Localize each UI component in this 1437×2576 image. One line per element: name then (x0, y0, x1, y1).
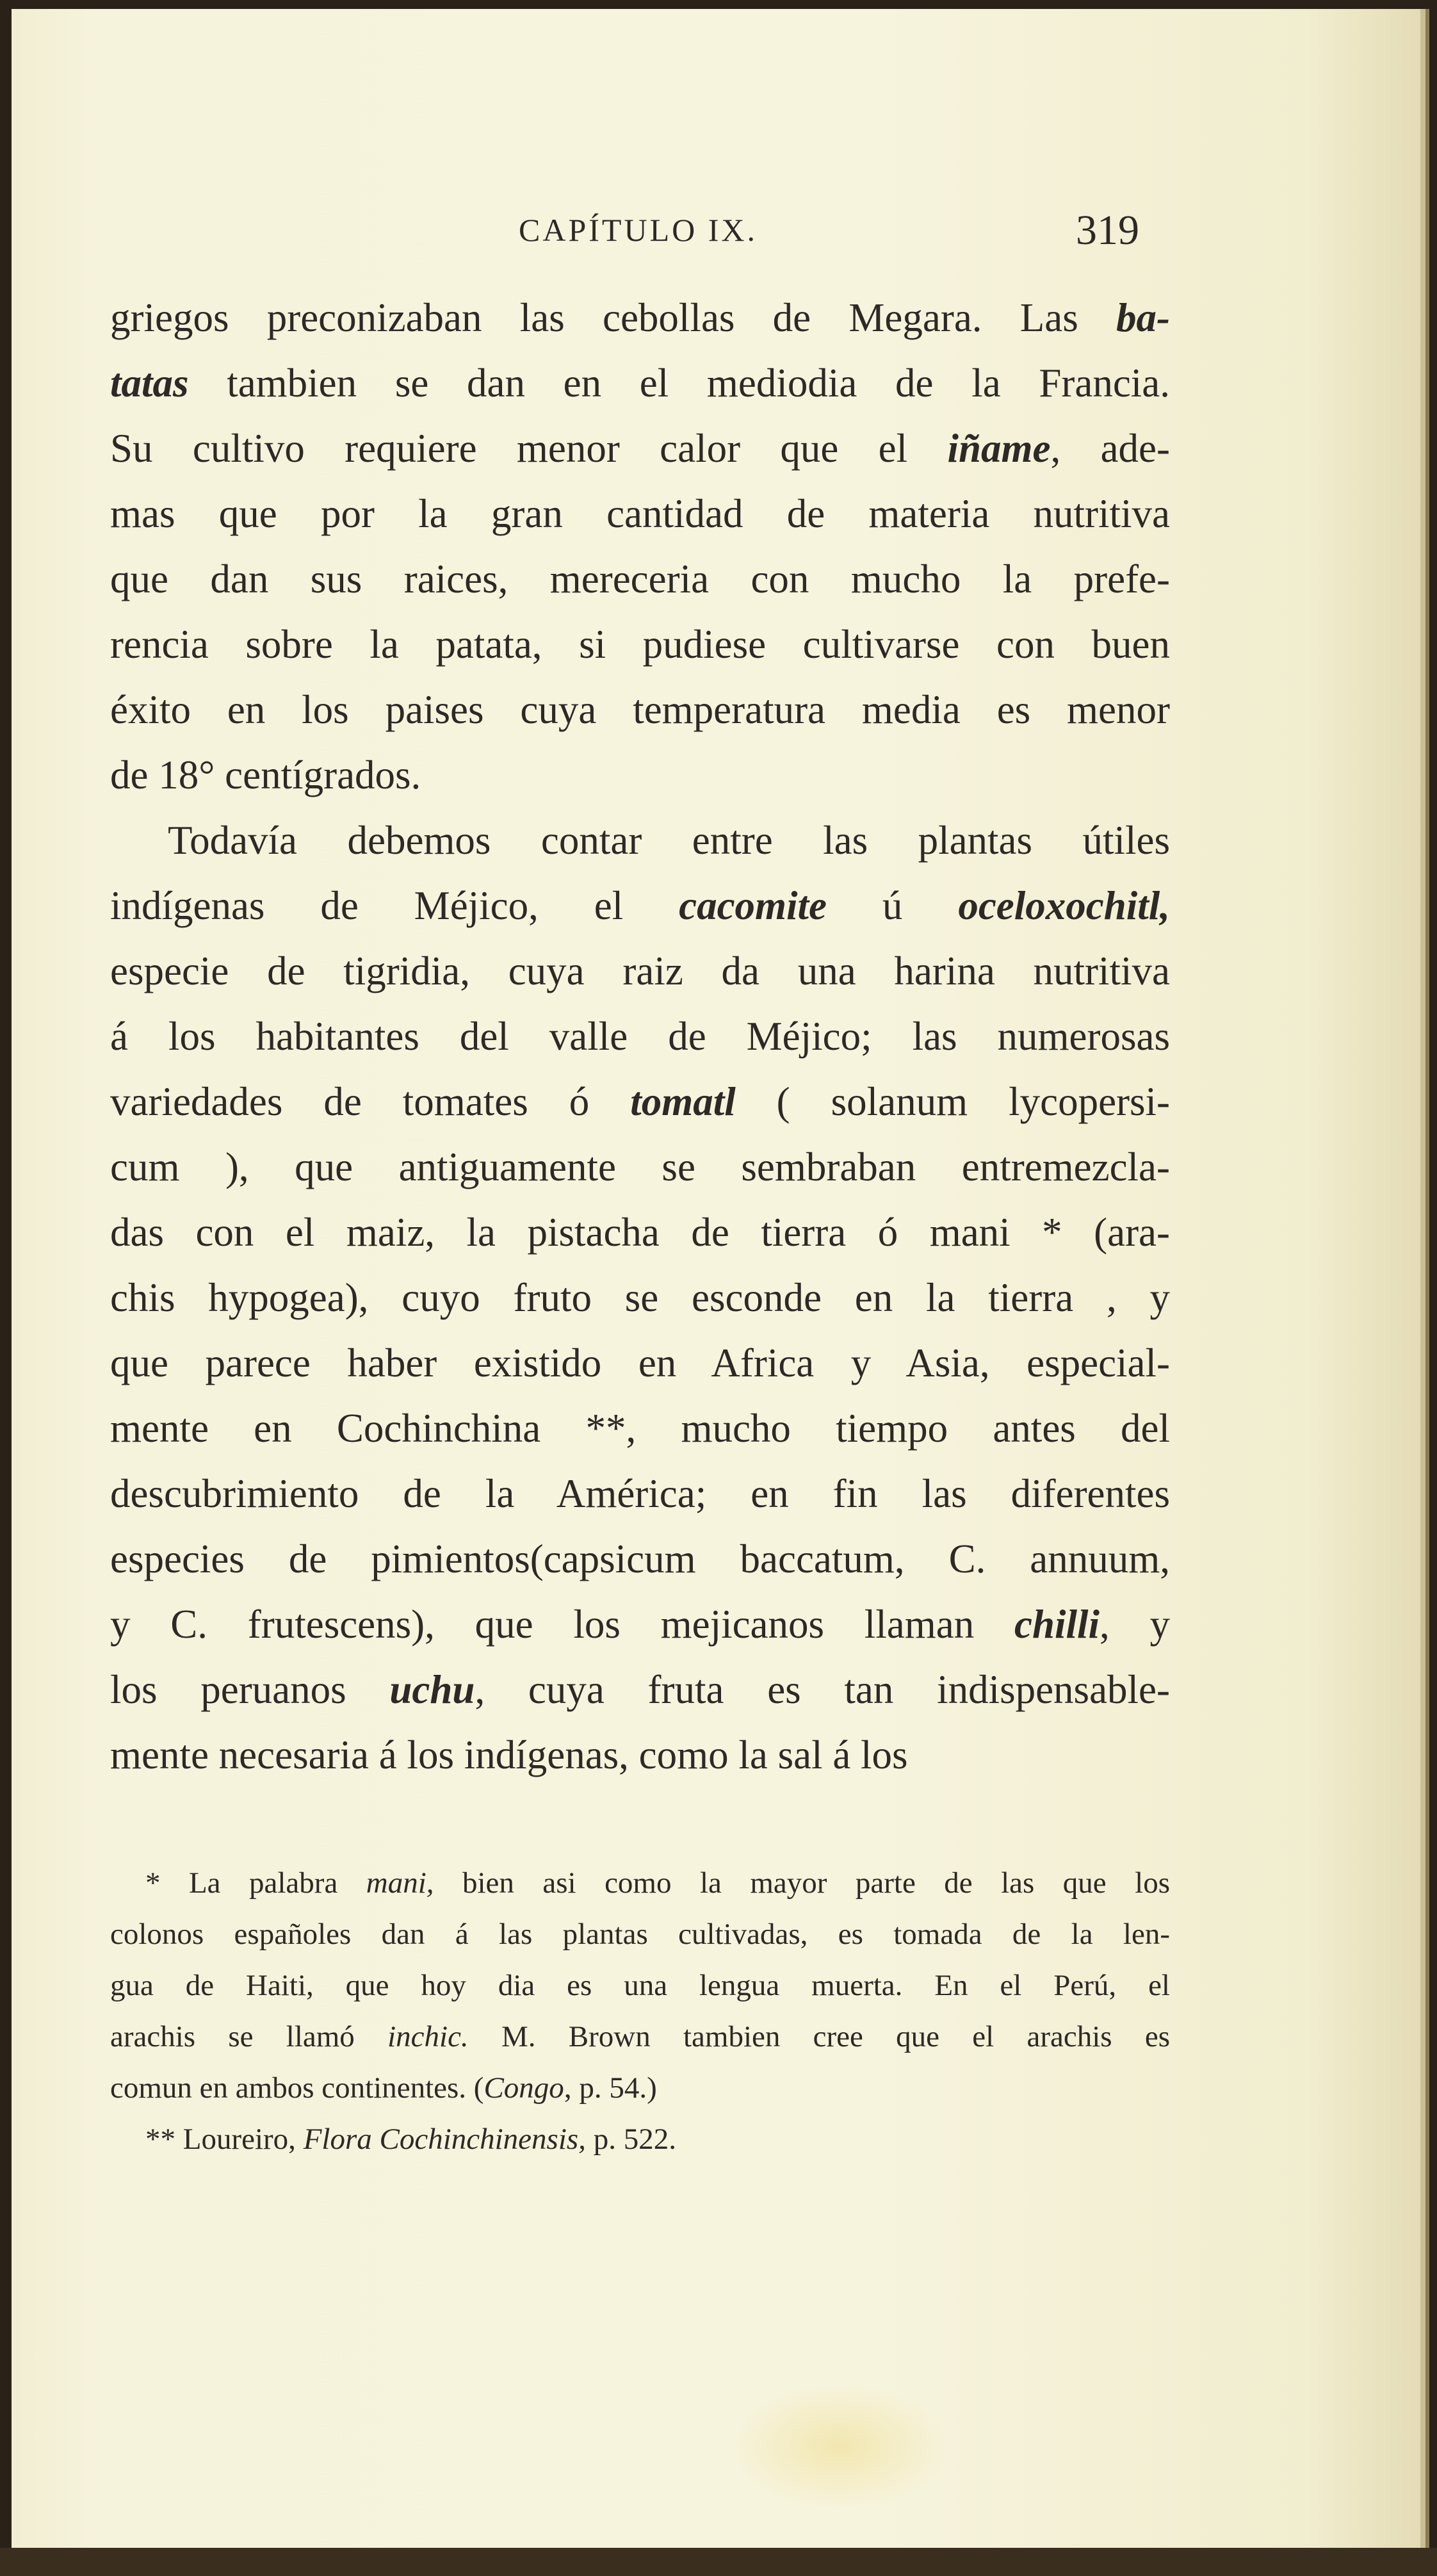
body-line (110, 1004, 1170, 1069)
body-text: que dan sus raices, mereceria con mucho la prefe- (110, 557, 1170, 601)
body-line (110, 1069, 1170, 1134)
body-text: descubrimiento de la América; en fin las diferentes (110, 1471, 1170, 1516)
footnote-text: p. 522. (585, 2123, 676, 2156)
body-text (110, 285, 1170, 1788)
footnote-text: bien asi como la mayor parte de las que los (434, 1866, 1170, 1900)
body-text: Su cultivo requiere menor calor que el (110, 426, 948, 471)
body-italic-term: iñame (947, 426, 1051, 471)
page-header (0, 207, 1437, 269)
body-line (110, 1200, 1170, 1265)
body-line (110, 416, 1170, 481)
footnote-text: , p. 54.) (564, 2071, 657, 2105)
footnote-text: arachis se llamó (110, 2020, 388, 2053)
body-text: , cuya fruta es tan indispensable- (475, 1667, 1170, 1712)
body-line (110, 612, 1170, 677)
body-line (110, 1330, 1170, 1396)
body-line (110, 481, 1170, 546)
body-line (110, 350, 1170, 416)
body-italic-term: oceloxochitl, (958, 883, 1171, 928)
footnote-text: comun en ambos continentes. ( (110, 2071, 484, 2105)
body-text: das con el maiz, la pistacha de tierra ó mani * (ara- (110, 1210, 1170, 1255)
footnote-line (110, 2062, 1170, 2114)
footnote-text: M. Brown tambien cree que el arachis es (468, 2020, 1170, 2053)
footnote-line (110, 1960, 1170, 2011)
body-text: tambien se dan en el mediodia de la Francia. (188, 361, 1170, 405)
footnote-italic-term: mani, (366, 1866, 434, 1900)
body-line (110, 1461, 1170, 1526)
footnote-italic-term: Congo (483, 2071, 564, 2105)
body-text: éxito en los paises cuya temperatura media es menor (110, 687, 1170, 732)
body-italic-term: tatas (110, 361, 189, 405)
body-text: especie de tigridia, cuya raiz da una harina nutritiva (110, 949, 1170, 993)
body-line (110, 1396, 1170, 1461)
body-line (110, 1722, 1170, 1788)
body-text: que parece haber existido en Africa y Asia, especial- (110, 1341, 1170, 1385)
body-line (110, 677, 1170, 742)
body-text: especies de pimientos(capsicum baccatum, C. annuum, (110, 1537, 1170, 1581)
body-text: mente en Cochinchina **, mucho tiempo antes del (110, 1406, 1170, 1451)
body-line (110, 808, 1170, 873)
footnote-line (110, 1857, 1170, 1909)
footnote-italic-term: Flora Cochinchinensis, (303, 2123, 586, 2156)
body-line (110, 873, 1170, 938)
body-text: , ade- (1050, 426, 1170, 471)
body-line (110, 1526, 1170, 1592)
body-text: chis hypogea), cuyo fruto se esconde en la tierra , y (110, 1275, 1170, 1320)
body-line (110, 1265, 1170, 1330)
body-text: griegos preconizaban las cebollas de Megara. Las (110, 295, 1117, 340)
footnote-line (110, 1909, 1170, 1960)
body-line (110, 1592, 1170, 1657)
body-text: Todavía debemos contar entre las plantas útiles (168, 818, 1170, 863)
footnote-line (110, 2011, 1170, 2062)
paper-stain (730, 2383, 948, 2511)
body-text: mas que por la gran cantidad de materia nutritiva (110, 491, 1170, 536)
body-line (110, 1657, 1170, 1722)
body-text: rencia sobre la patata, si pudiese cultivarse con buen (110, 622, 1170, 667)
body-line (110, 938, 1170, 1004)
footnote-text: gua de Haiti, que hoy dia es una lengua muerta. En el Perú, el (110, 1969, 1170, 2002)
body-line (110, 742, 1170, 808)
body-text: ( solanum lycopersi- (735, 1079, 1171, 1124)
body-text: mente necesaria á los indígenas, como la sal á los (110, 1732, 908, 1777)
body-text: variedades de tomates ó (110, 1079, 631, 1124)
body-text: de 18° centígrados. (110, 753, 421, 797)
body-text: indígenas de Méjico, el (110, 883, 679, 928)
body-line (110, 546, 1170, 612)
body-text: cum ), que antiguamente se sembraban entremezcla- (110, 1145, 1170, 1189)
footnote-text: colonos españoles dan á las plantas cultivadas, es tomada de la len- (110, 1918, 1170, 1951)
footnote-italic-term: inchic. (387, 2020, 469, 2053)
body-text: , y (1100, 1602, 1171, 1647)
footnote-line (110, 2114, 1170, 2165)
running-head: CAPÍTULO IX. (519, 212, 758, 248)
book-bottom-edge (0, 2548, 1437, 2576)
body-italic-term: tomatl (630, 1079, 736, 1124)
footnotes (110, 1857, 1170, 2165)
body-line (110, 1134, 1170, 1200)
body-text: ú (827, 883, 959, 928)
body-italic-term: chilli (1014, 1602, 1100, 1647)
body-text: á los habitantes del valle de Méjico; las numerosas (110, 1014, 1170, 1059)
body-text: y C. frutescens), que los mejicanos llaman (110, 1602, 1014, 1647)
page-number: 319 (1076, 207, 1139, 254)
body-line (110, 285, 1170, 350)
footnote-text: * La palabra (145, 1866, 366, 1900)
body-text: los peruanos (110, 1667, 390, 1712)
body-italic-term: cacomite (679, 883, 827, 928)
body-italic-term: uchu (389, 1667, 475, 1712)
footnote-text: ** Loureiro, (145, 2123, 304, 2156)
body-italic-term: ba- (1116, 295, 1170, 340)
